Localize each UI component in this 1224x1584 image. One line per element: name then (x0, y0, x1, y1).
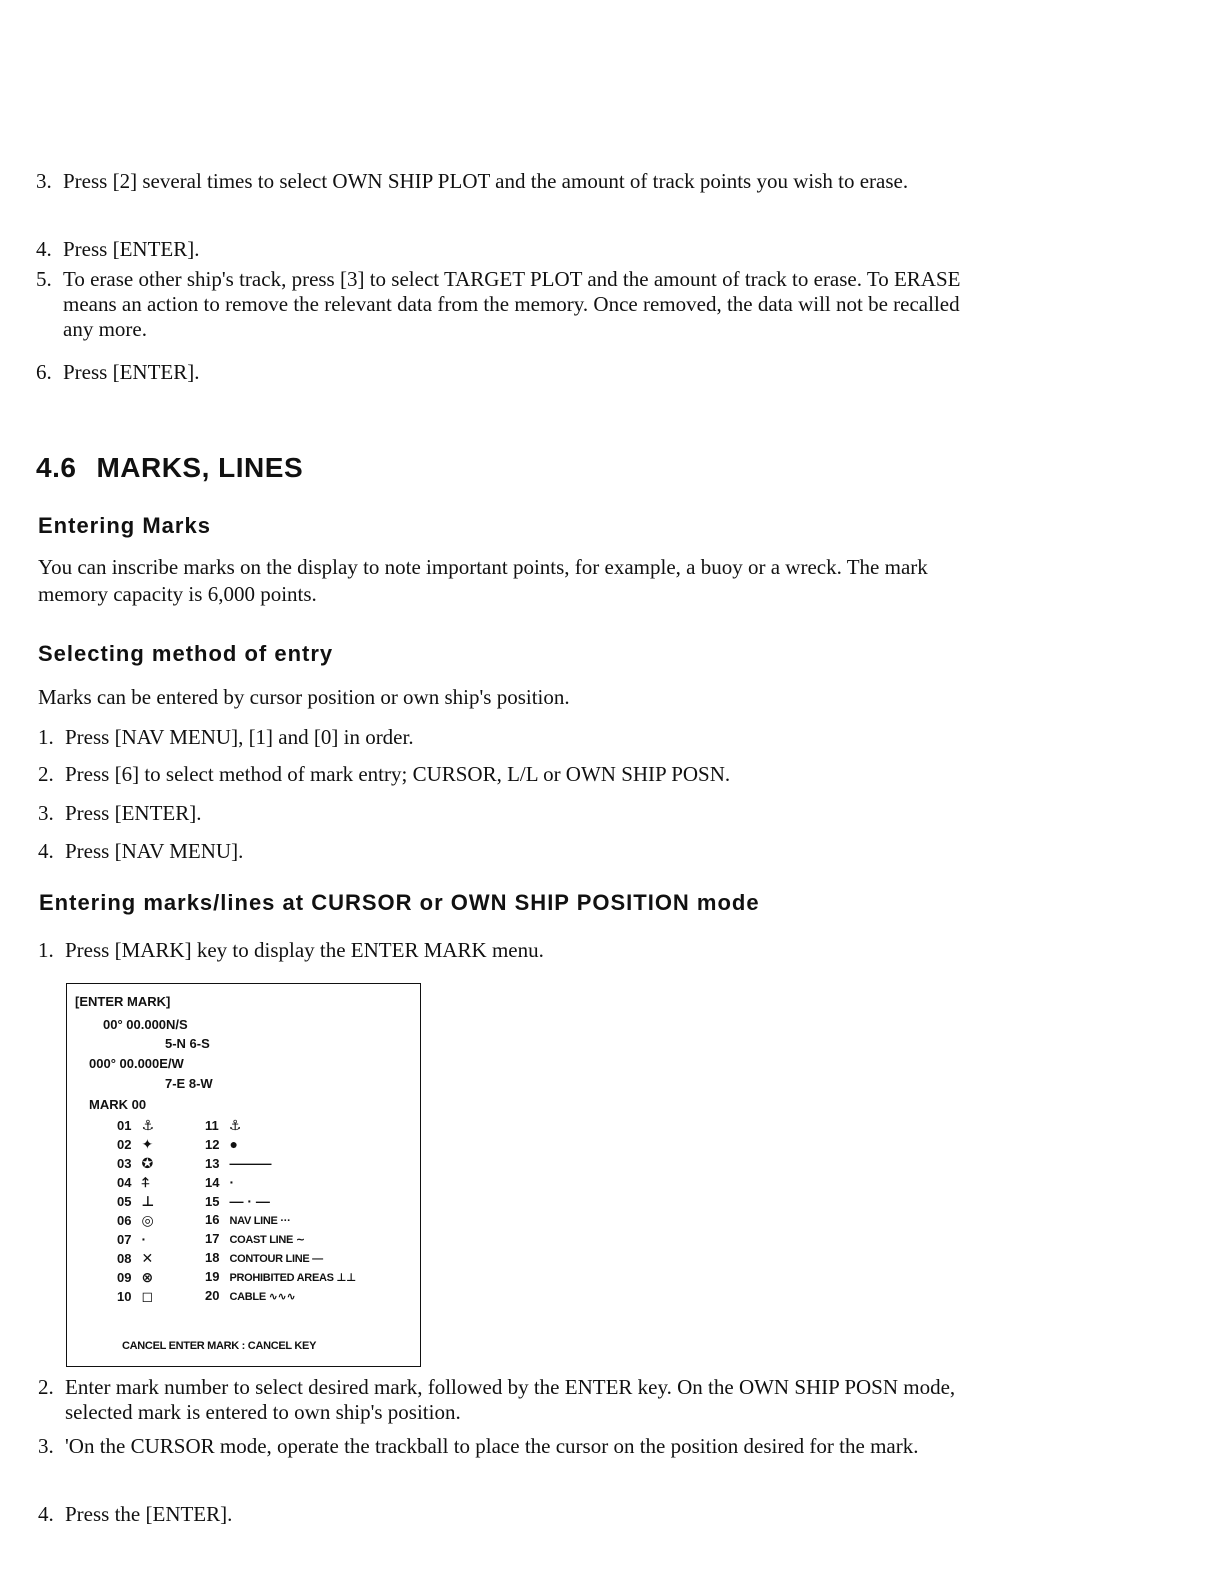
step-number: 2. (38, 1375, 54, 1399)
menu-longitude-keys: 7-E 8-W (165, 1076, 213, 1091)
step-text: Press [MARK] key to display the ENTER MARK menu. (65, 938, 544, 962)
mark-number: 14 (205, 1175, 220, 1190)
mark-number: 07 (117, 1232, 132, 1247)
step-number: 3. (38, 1434, 54, 1458)
mark-item-16 (205, 1212, 290, 1227)
mark-number: 15 (205, 1194, 220, 1209)
coast-line-label: COAST LINE ∼ (229, 1234, 305, 1246)
anchor-icon: ⚓ (141, 1117, 155, 1133)
cursor-step-1 (38, 938, 958, 963)
filled-circle-icon: ● (229, 1136, 238, 1152)
solid-line-icon: ——— (229, 1155, 272, 1171)
step-number: 1. (38, 725, 54, 749)
select-step-1 (38, 725, 958, 750)
cable-label: CABLE ∿∿∿ (229, 1291, 296, 1303)
step-text: Press [ENTER]. (65, 801, 202, 825)
mark-number: 01 (117, 1118, 132, 1133)
mark-number: 11 (205, 1118, 219, 1133)
step-number: 2. (38, 762, 54, 786)
contour-line-label: CONTOUR LINE — (229, 1253, 323, 1265)
step-text: Press [NAV MENU], [1] and [0] in order. (65, 725, 414, 749)
mark-number: 18 (205, 1250, 220, 1265)
enter-mark-menu-figure (66, 983, 421, 1367)
star-icon: ✦ (141, 1136, 154, 1152)
step-number: 4. (38, 1502, 54, 1526)
step-number: 1. (38, 938, 54, 962)
step-text: Press [ENTER]. (63, 360, 200, 384)
square-icon: ◻ (141, 1288, 154, 1304)
step-text: Press [NAV MENU]. (65, 839, 244, 863)
mark-number: 02 (117, 1137, 132, 1152)
section-heading (36, 452, 303, 484)
erase-step-3 (36, 169, 976, 194)
step-text: Press [2] several times to select OWN SHIP PLOT and the amount of track points you wish to erase. (63, 169, 909, 193)
cursor-step-4 (38, 1502, 958, 1527)
mark-number: 05 (117, 1194, 132, 1209)
step-number: 4. (38, 839, 54, 863)
select-step-2 (38, 762, 958, 787)
mark-number: 17 (205, 1231, 220, 1246)
mark-item-13 (205, 1155, 271, 1171)
mark-number: 04 (117, 1175, 132, 1190)
erase-step-6 (36, 360, 976, 385)
mark-item-20 (205, 1288, 295, 1303)
mark-number: 19 (205, 1269, 220, 1284)
mark-number: 08 (117, 1251, 132, 1266)
menu-title: [ENTER MARK] (75, 994, 171, 1009)
buoy-icon: ⊥ (141, 1193, 155, 1209)
step-text: To erase other ship's track, press [3] to select TARGET PLOT and the amount of track to erase. To ERASE means an action to remove the relevant data from the memory. Once removed, the data will not be recalled any more. (63, 267, 961, 341)
step-number: 4. (36, 237, 52, 261)
mark-item-18 (205, 1250, 323, 1265)
mark-item-14 (205, 1174, 234, 1190)
mark-item-17 (205, 1231, 305, 1246)
select-step-4 (38, 839, 958, 864)
mark-number: 12 (205, 1137, 220, 1152)
step-text: Enter mark number to select desired mark, followed by the ENTER key. On the OWN SHIP POSN mode, selected mark is entered to own ship's position. (65, 1375, 956, 1424)
entering-marks-heading: Entering Marks (38, 513, 211, 538)
menu-latitude-keys: 5-N 6-S (165, 1036, 210, 1051)
step-text: Press [ENTER]. (63, 237, 200, 261)
mark-number: 20 (205, 1288, 220, 1303)
step-number: 3. (36, 169, 52, 193)
mark-number: 13 (205, 1156, 220, 1171)
prohibited-areas-label: PROHIBITED AREAS ⊥⊥ (229, 1272, 356, 1284)
mark-item-11 (205, 1117, 241, 1134)
lighthouse-icon: ✪ (141, 1155, 154, 1171)
mark-item-12 (205, 1136, 238, 1152)
step-text: Press the [ENTER]. (65, 1502, 233, 1526)
step-text: 'On the CURSOR mode, operate the trackball to place the cursor on the position desired for the mark. (65, 1434, 919, 1458)
step-number: 6. (36, 360, 52, 384)
mark-item-19 (205, 1269, 356, 1284)
mark-number: 09 (117, 1270, 132, 1285)
dot-icon: · (141, 1231, 147, 1247)
section-title: MARKS, LINES (96, 452, 304, 483)
erase-step-5 (36, 267, 981, 342)
step-number: 5. (36, 267, 52, 291)
step-number: 3. (38, 801, 54, 825)
cursor-step-3 (38, 1434, 963, 1459)
cursor-step-2 (38, 1375, 958, 1425)
dot-icon: · (229, 1174, 235, 1190)
beacon-icon: ⍏ (141, 1174, 150, 1190)
anchor-icon: ⚓ (228, 1117, 242, 1133)
entering-cursor-heading: Entering marks/lines at CURSOR or OWN SHIP POSITION mode (39, 890, 760, 915)
mark-item-15 (205, 1193, 270, 1209)
mark-number: 03 (117, 1156, 132, 1171)
mark-number: 10 (117, 1289, 132, 1304)
selecting-intro: Marks can be entered by cursor position or own ship's position. (38, 685, 570, 709)
entering-marks-paragraph: You can inscribe marks on the display to note important points, for example, a buoy or a wreck. The mark memory capacity is 6,000 points. (38, 555, 928, 606)
section-number: 4.6 (36, 452, 77, 483)
wreck-icon: ⊗ (141, 1269, 154, 1285)
dash-dot-line-icon: — · — (229, 1193, 270, 1209)
menu-latitude: 00° 00.000N/S (103, 1017, 188, 1032)
mark-number: 06 (117, 1213, 132, 1228)
selecting-heading: Selecting method of entry (38, 641, 334, 666)
mark-number: 16 (205, 1212, 220, 1227)
erase-step-4 (36, 237, 976, 262)
select-step-3 (38, 801, 958, 826)
step-text: Press [6] to select method of mark entry; CURSOR, L/L or OWN SHIP POSN. (65, 762, 731, 786)
menu-longitude: 000° 00.000E/W (89, 1056, 184, 1071)
target-icon: ◎ (141, 1212, 154, 1228)
cross-icon: ✕ (141, 1250, 154, 1266)
menu-mark-label: MARK 00 (89, 1097, 147, 1112)
nav-line-label: NAV LINE ··· (229, 1215, 291, 1227)
menu-footer: CANCEL ENTER MARK : CANCEL KEY (122, 1340, 317, 1352)
